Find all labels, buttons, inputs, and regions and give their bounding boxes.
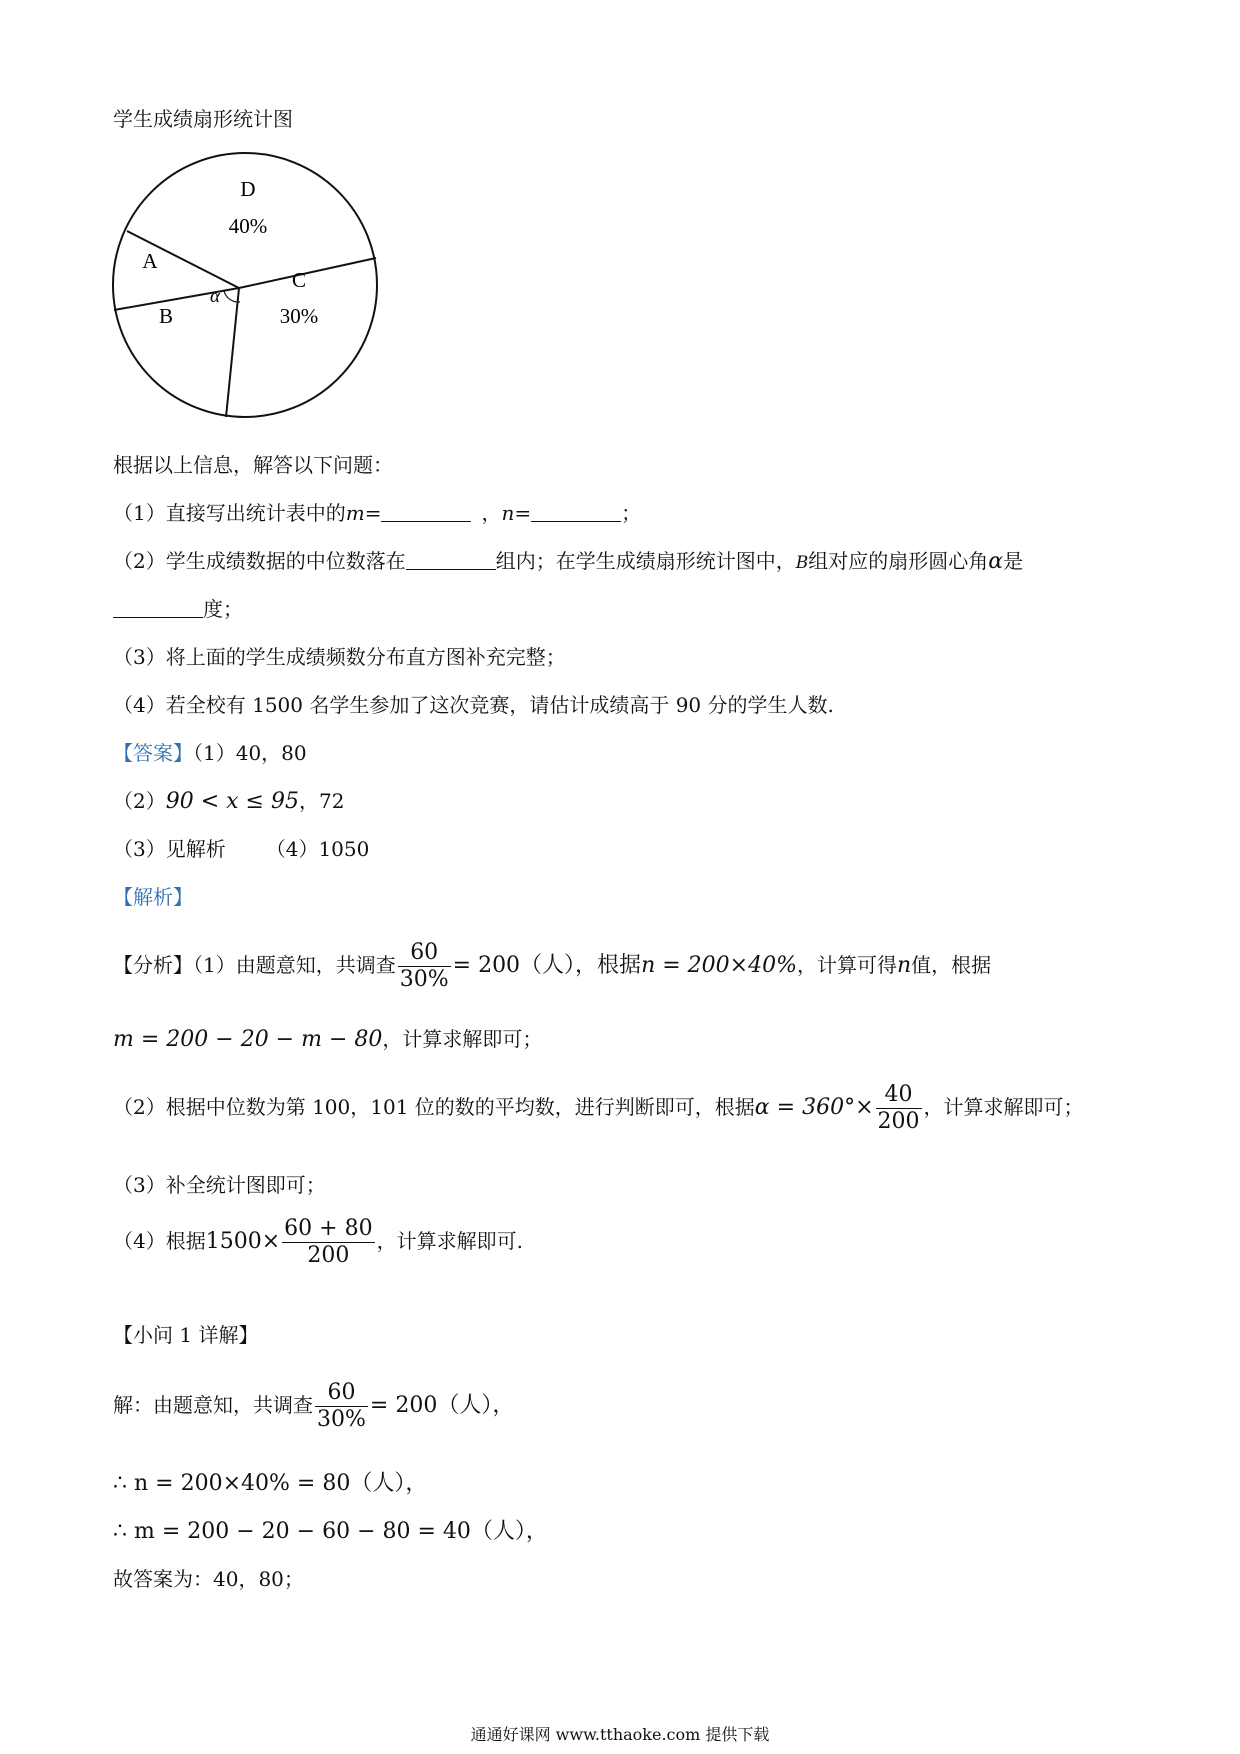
slice-divider-cb bbox=[226, 288, 239, 417]
slice-label-b: B bbox=[158, 304, 174, 328]
slice-divider-dc bbox=[239, 258, 376, 288]
fraction-60-30: $\frac{60}{30\%}$ bbox=[399, 940, 449, 992]
question-1: （1）直接写出统计表中的m= ，n= ； bbox=[113, 501, 642, 525]
fraction-140-200: $\frac{60 + 80}{200}$ bbox=[284, 1216, 373, 1268]
analysis-p1b: m = 200 − 20 − m − 80，计算求解即可； bbox=[113, 1027, 543, 1052]
slice-label-a: A bbox=[142, 249, 158, 273]
detail-line-3: ∴ m = 200 − 20 − 60 − 80 = 40（人）， bbox=[113, 1519, 548, 1544]
analysis-p3: （3）补全统计图即可； bbox=[113, 1173, 326, 1197]
slice-value-d: 40% bbox=[228, 214, 268, 238]
alpha-label: α bbox=[210, 286, 220, 307]
blank-angle bbox=[113, 597, 203, 618]
fraction-40-200: $\frac{40}{200}$ bbox=[877, 1082, 920, 1134]
answer-tag: 【答案】 bbox=[113, 741, 193, 765]
analysis-p2: （2）根据中位数为第 100，101 位的数的平均数，进行判断即可，根据α = 360°× $\frac{40}{200}$ ，计算求解即可； bbox=[113, 1082, 1084, 1134]
detail-tag: 【小问 1 详解】 bbox=[113, 1323, 259, 1347]
detail-line-1: 解：由题意知，共调查 $\frac{60}{30\%}$ = 200（人）， bbox=[113, 1380, 515, 1432]
answer-line-1: 【答案】（1）40，80 bbox=[113, 741, 307, 765]
chart-title: 学生成绩扇形统计图 bbox=[113, 107, 293, 131]
detail-line-2: ∴ n = 200×40% = 80（人）， bbox=[113, 1471, 428, 1496]
question-2: （2）学生成绩数据的中位数落在 组内；在学生成绩扇形统计图中，B组对应的扇形圆心角α是 bbox=[113, 549, 1024, 574]
page-footer: 通通好课网 www.tthaoke.com 提供下载 bbox=[470, 1725, 770, 1744]
blank-m bbox=[381, 501, 471, 522]
slice-label-c: C bbox=[291, 268, 307, 292]
intro-text: 根据以上信息，解答以下问题： bbox=[113, 453, 393, 477]
question-4: （4）若全校有 1500 名学生参加了这次竞赛，请估计成绩高于 90 分的学生人数. bbox=[113, 693, 834, 717]
blank-n bbox=[531, 501, 621, 522]
answer-line-2: （2）90 < x ≤ 95，72 bbox=[113, 789, 345, 814]
slice-label-d: D bbox=[240, 177, 256, 201]
slice-value-c: 30% bbox=[279, 304, 319, 328]
analysis-tag: 【解析】 bbox=[113, 885, 193, 909]
analysis-p1: 【分析】（1）由题意知，共调查 $\frac{60}{30\%}$ = 200（人），根据n = 200×40%，计算可得n值，根据 bbox=[113, 940, 992, 992]
pie-chart bbox=[100, 140, 390, 430]
answer-line-3: （3）见解析 （4）1050 bbox=[113, 837, 370, 861]
question-2-cont: 度； bbox=[113, 596, 243, 622]
analysis-p4: （4）根据1500× $\frac{60 + 80}{200}$ ，计算求解即可. bbox=[113, 1216, 523, 1268]
slice-divider-ba bbox=[114, 288, 239, 310]
fraction-60-30-detail: $\frac{60}{30\%}$ bbox=[317, 1380, 366, 1432]
question-3: （3）将上面的学生成绩频数分布直方图补充完整； bbox=[113, 645, 566, 669]
detail-line-4: 故答案为：40，80； bbox=[113, 1567, 304, 1591]
blank-median-group bbox=[406, 549, 496, 570]
